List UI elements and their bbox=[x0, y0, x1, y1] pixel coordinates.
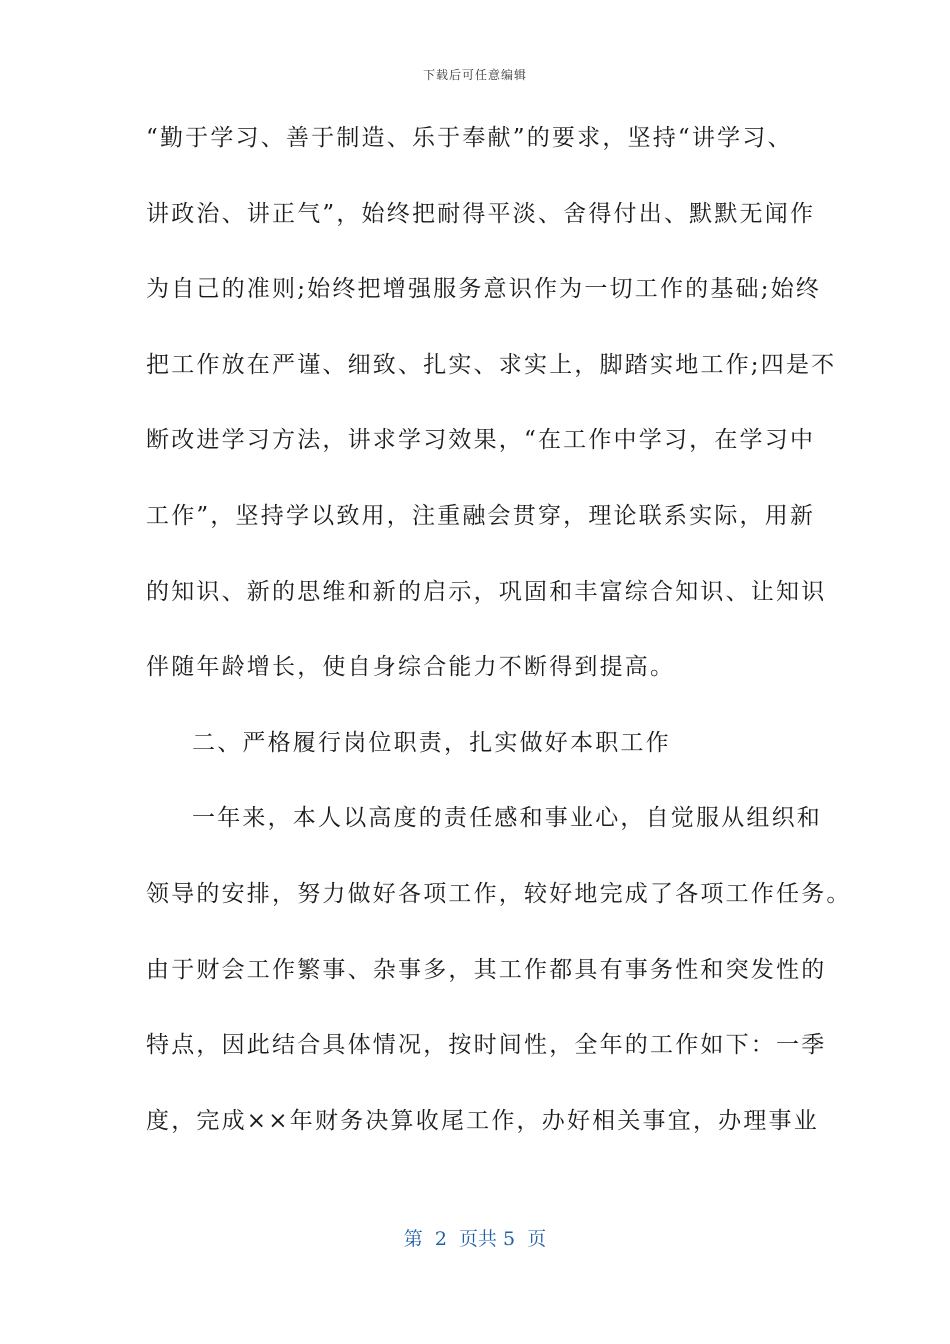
paragraph-line: 伴随年龄增长，使自身综合能力不断得到提高。 bbox=[146, 654, 676, 681]
document-body bbox=[146, 118, 852, 1176]
paragraph-line: 由于财会工作繁事、杂事多，其工作都具有事务性和突发性的 bbox=[146, 956, 827, 983]
paragraph-line: 一年来，本人以高度的责任感和事业心，自觉服从组织和 bbox=[192, 805, 822, 832]
page-number-footer: 第 2 页共 5 页 bbox=[403, 1228, 547, 1250]
paragraph-line: 的知识、新的思维和新的启示，巩固和丰富综合知识、让知识 bbox=[146, 578, 827, 605]
section-heading: 二、严格履行岗位职责，扎实做好本职工作 bbox=[192, 729, 671, 756]
paragraph-line: 把工作放在严谨、细致、扎实、求实上，脚踏实地工作;四是不 bbox=[146, 351, 837, 378]
paragraph-line: 工作”，坚持学以致用，注重融会贯穿，理论联系实际，用新 bbox=[146, 502, 816, 529]
paragraph-line: 特点，因此结合具体情况，按时间性，全年的工作如下：一季 bbox=[146, 1032, 827, 1059]
paragraph-line: 领导的安排，努力做好各项工作，较好地完成了各项工作任务。 bbox=[146, 880, 852, 907]
paragraph-line: 讲政治、讲正气”，始终把耐得平淡、舍得付出、默默无闻作 bbox=[146, 200, 816, 227]
paragraph-line: 断改进学习方法，讲求学习效果，“在工作中学习，在学习中 bbox=[146, 427, 816, 454]
paragraph-line: 为自己的准则;始终把增强服务意识作为一切工作的基础;始终 bbox=[146, 276, 822, 303]
paragraph-line: 度，完成××年财务决算收尾工作，办好相关事宜，办理事业 bbox=[146, 1107, 819, 1134]
paragraph-line: “勤于学习、善于制造、乐于奉献”的要求，坚持“讲学习、 bbox=[146, 125, 793, 151]
page-header-note: 下载后可任意编辑 bbox=[422, 68, 527, 82]
